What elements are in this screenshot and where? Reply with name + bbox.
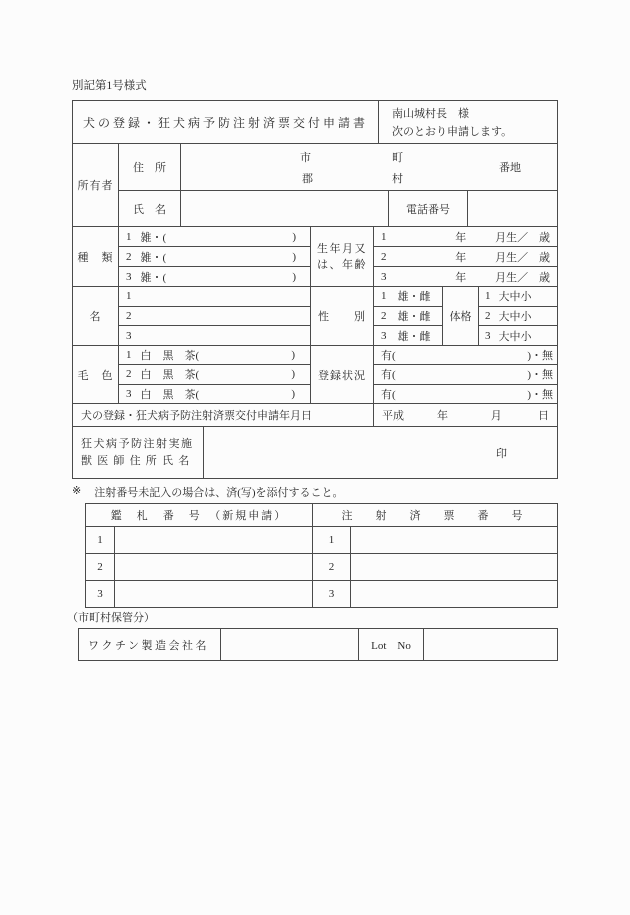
registration-row (374, 364, 557, 383)
owner-name-row (119, 190, 557, 226)
form-code: 別記第1号様式 (72, 80, 147, 92)
coat-row (119, 384, 310, 403)
row-number: 1 (126, 230, 132, 243)
registration-rows (374, 346, 557, 403)
year-label: 年 (455, 271, 467, 284)
reg-no: )・無 (527, 350, 553, 363)
breed-option: 雑・( (140, 251, 167, 264)
breed-row (119, 246, 310, 266)
village-label: 村 (392, 173, 403, 185)
row-number: 3 (86, 581, 115, 607)
birth-row (374, 266, 557, 286)
build-rows (479, 287, 557, 345)
owner-name-label: 氏 名 (119, 191, 181, 226)
veterinarian-label (73, 427, 204, 478)
row-number: 3 (381, 270, 387, 283)
banchi-label: 番地 (499, 162, 521, 174)
coat-row (119, 346, 310, 364)
row-number: 2 (126, 310, 132, 322)
build-label: 体格 (443, 287, 479, 345)
build-options: 大中小 (498, 311, 532, 323)
row-number: 2 (126, 368, 132, 381)
paren-close: ) (291, 349, 295, 362)
row-number: 2 (86, 554, 115, 580)
sex-options: 雄・雌 (397, 291, 431, 304)
phone-field (468, 191, 557, 226)
breed-label: 種 類 (73, 227, 119, 286)
town-label: 町 (392, 152, 403, 164)
build-options: 大中小 (498, 330, 532, 343)
sex-rows (374, 287, 443, 345)
dog-name-row (119, 287, 310, 306)
vet-label-line1: 狂犬病予防注射実施 (81, 437, 194, 450)
coat-band (73, 345, 557, 403)
numbers-row (86, 526, 557, 553)
numbers-table (85, 503, 558, 608)
breed-band (73, 226, 557, 286)
row-number: 1 (86, 527, 115, 553)
build-row (479, 325, 557, 345)
row-number: 1 (313, 527, 351, 553)
vet-label-line2: 獣医師住所氏名 (81, 454, 195, 467)
tag-number-field (115, 581, 313, 607)
birth-label (311, 227, 374, 286)
year-label: 年 (455, 251, 467, 264)
lot-no-label: Lot No (359, 629, 424, 660)
paren-close: ) (291, 387, 295, 400)
year-label: 年 (455, 231, 467, 244)
breed-row (119, 227, 310, 246)
birth-row (374, 246, 557, 266)
application-date-band (73, 403, 557, 426)
row-number: 3 (485, 329, 491, 342)
year-label: 年 (436, 410, 448, 422)
day-label: 日 (538, 410, 549, 422)
reg-yes: 有( (381, 350, 396, 363)
tag-number-header: 鑑 札 番 号 （新規申請） (86, 504, 313, 526)
tag-number-field (115, 527, 313, 553)
address-row (119, 144, 557, 190)
main-table (72, 100, 558, 479)
row-number: 2 (313, 554, 351, 580)
vaccination-tag-field (351, 554, 557, 580)
form-title: 犬の登録・狂犬病予防注射済票交付申請書 (73, 101, 379, 143)
coat-row (119, 364, 310, 383)
row-number: 1 (381, 290, 387, 303)
reg-yes: 有( (381, 369, 396, 382)
veterinarian-field (204, 427, 557, 478)
month-born-label: 月生／ (495, 271, 529, 284)
lot-no-field (424, 629, 557, 660)
numbers-row (86, 553, 557, 580)
registration-row (374, 384, 557, 403)
birth-label-line1: 生年月又 (317, 242, 367, 255)
era-label: 平成 (382, 410, 404, 422)
numbers-row (86, 580, 557, 607)
numbers-table-header (86, 504, 557, 526)
row-number: 2 (381, 250, 387, 263)
build-options: 大中小 (498, 291, 532, 304)
application-date-label: 犬の登録・狂犬病予防注射済票交付申請年月日 (73, 404, 374, 426)
sex-options: 雄・雌 (397, 311, 431, 323)
owner-label: 所有者 (73, 144, 119, 226)
birth-rows (374, 227, 557, 286)
row-number: 3 (126, 329, 132, 342)
row-number: 2 (126, 250, 132, 263)
vaccination-tag-field (351, 581, 557, 607)
paren-close: ) (292, 270, 296, 283)
address-field (181, 144, 557, 190)
age-label: 歳 (539, 251, 550, 264)
registration-label: 登録状況 (311, 346, 374, 403)
reg-no: )・無 (527, 388, 553, 401)
breed-rows (119, 227, 311, 286)
sex-options: 雄・雌 (397, 330, 431, 343)
vaccination-tag-header: 注 射 済 票 番 号 (341, 510, 529, 522)
title-band (73, 101, 557, 143)
age-label: 歳 (539, 231, 550, 244)
build-row (479, 306, 557, 326)
row-number: 3 (381, 329, 387, 342)
birth-label-line2: は、年齢 (317, 258, 367, 271)
reg-yes: 有( (381, 388, 396, 401)
row-number: 3 (126, 387, 132, 400)
dog-name-rows (119, 287, 311, 345)
reg-no: )・無 (527, 369, 553, 382)
owner-band (73, 143, 557, 226)
owner-name-field (181, 191, 389, 226)
breed-option: 雑・( (140, 231, 167, 244)
sex-row (374, 287, 442, 306)
seal-mark: 印 (496, 447, 507, 460)
application-date-field (374, 404, 557, 426)
veterinarian-band (73, 426, 557, 478)
vaccine-maker-field (221, 629, 359, 660)
birth-row (374, 227, 557, 246)
coat-options: 白 黒 茶( (140, 369, 200, 382)
paren-close: ) (292, 250, 296, 263)
month-born-label: 月生／ (495, 251, 529, 264)
sex-row (374, 306, 442, 326)
month-born-label: 月生／ (495, 231, 529, 244)
row-number: 3 (313, 581, 351, 607)
vaccine-table (78, 628, 558, 661)
storage-note: （市町村保管分） (67, 612, 155, 624)
dog-name-label: 名 (73, 287, 119, 345)
vaccination-tag-field (351, 527, 557, 553)
dog-name-row (119, 325, 310, 345)
coat-label: 毛 色 (73, 346, 119, 403)
age-label: 歳 (539, 271, 550, 284)
row-number: 2 (381, 310, 387, 322)
row-number: 1 (126, 349, 132, 362)
paren-close: ) (292, 230, 296, 243)
build-row (479, 287, 557, 306)
paren-close: ) (291, 368, 295, 381)
attachment-note (72, 484, 344, 500)
row-number: 1 (381, 230, 387, 243)
phone-label: 電話番号 (389, 191, 468, 226)
vaccine-maker-label: ワクチン製造会社名 (79, 629, 221, 660)
dog-name-row (119, 306, 310, 326)
month-label: 月 (490, 410, 502, 422)
coat-rows (119, 346, 311, 403)
declaration: 次のとおり申請します。 (392, 126, 513, 138)
city-label: 市 (300, 152, 311, 164)
note-mark: ※ (72, 485, 82, 497)
addressee-cell (379, 101, 557, 143)
dog-name-band (73, 286, 557, 345)
county-label: 郡 (302, 173, 313, 185)
row-number: 2 (485, 310, 491, 322)
row-number: 3 (126, 270, 132, 283)
addressee: 南山城村長 様 (392, 108, 469, 120)
registration-row (374, 346, 557, 364)
breed-option: 雑・( (140, 271, 167, 284)
coat-options: 白 黒 茶( (140, 350, 200, 363)
address-label: 住 所 (119, 144, 181, 190)
row-number: 1 (126, 290, 132, 303)
note-text: 注射番号未記入の場合は、済(写)を添付すること。 (94, 487, 344, 499)
breed-row (119, 266, 310, 286)
tag-number-field (115, 554, 313, 580)
row-number: 1 (485, 290, 491, 303)
sex-label: 性 別 (311, 287, 374, 345)
sex-row (374, 325, 442, 345)
coat-options: 白 黒 茶( (140, 388, 200, 401)
